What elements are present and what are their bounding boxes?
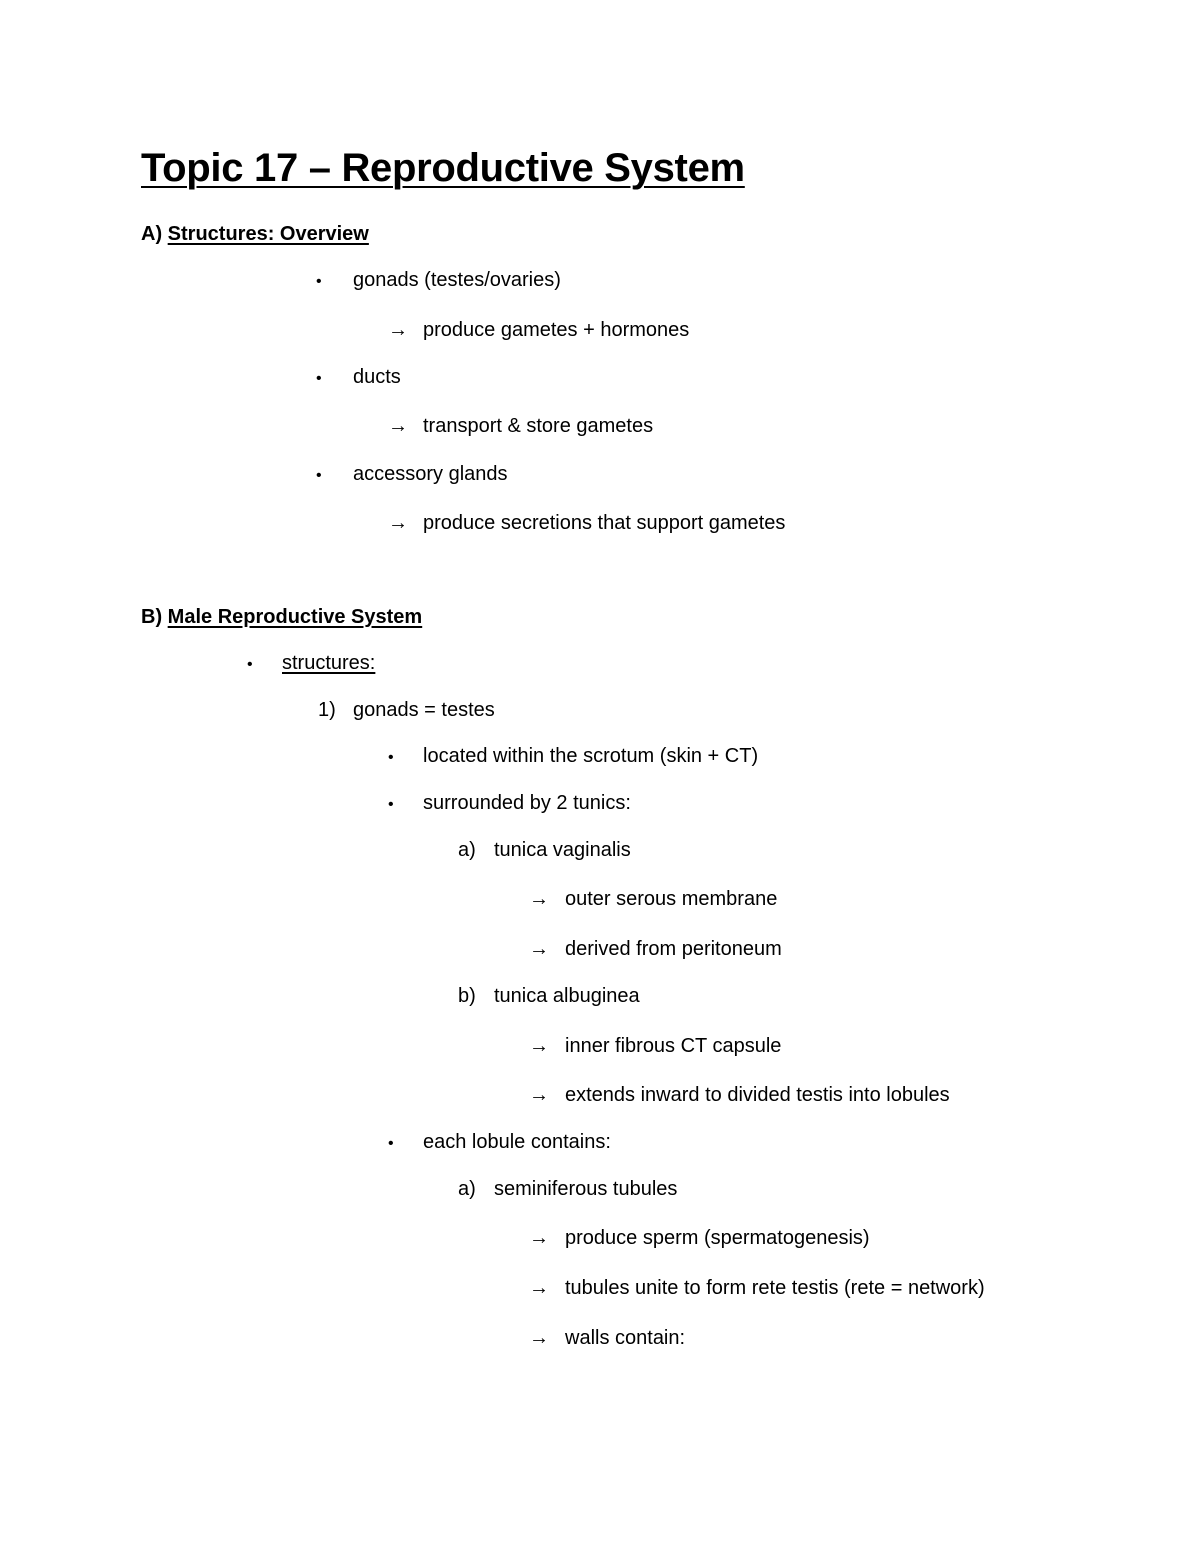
list-item: outer serous membrane	[565, 888, 778, 910]
bullet-icon: •	[388, 1135, 394, 1152]
bullet-icon: •	[388, 796, 394, 813]
list-item: extends inward to divided testis into lobules	[565, 1084, 950, 1106]
arrow-right-icon: →	[388, 415, 408, 437]
section-a-heading	[141, 222, 369, 246]
section-b-heading	[141, 605, 422, 629]
arrow-right-icon: →	[529, 888, 549, 910]
list-item: structures:	[282, 652, 376, 674]
list-item: surrounded by 2 tunics:	[423, 792, 631, 814]
bullet-icon: •	[247, 656, 253, 673]
list-item: derived from peritoneum	[565, 938, 782, 960]
arrow-right-icon: →	[529, 1277, 549, 1299]
section-b-title: Male Reproductive System	[167, 606, 423, 628]
list-item: seminiferous tubules	[494, 1178, 678, 1200]
bullet-icon: •	[316, 467, 322, 484]
bullet-icon: •	[388, 749, 394, 766]
arrow-right-icon: →	[529, 1327, 549, 1349]
section-a-title: Structures: Overview	[167, 223, 369, 245]
list-item: inner fibrous CT capsule	[565, 1035, 782, 1057]
section-a-label: A)	[141, 223, 163, 245]
list-marker: b)	[458, 985, 476, 1007]
list-item: tubules unite to form rete testis (rete = network)	[565, 1277, 985, 1299]
list-item: accessory glands	[353, 463, 508, 485]
list-item: gonads = testes	[353, 699, 495, 721]
page-title: Topic 17 – Reproductive System	[141, 146, 745, 190]
list-item: located within the scrotum (skin + CT)	[423, 745, 759, 767]
list-item: gonads (testes/ovaries)	[353, 269, 561, 291]
bullet-icon: •	[316, 273, 322, 290]
arrow-right-icon: →	[388, 319, 408, 341]
list-item: transport & store gametes	[423, 415, 654, 437]
section-b-label: B)	[141, 606, 163, 628]
list-item: produce secretions that support gametes	[423, 512, 786, 534]
list-item: tunica vaginalis	[494, 839, 631, 861]
bullet-icon: •	[316, 370, 322, 387]
arrow-right-icon: →	[529, 1227, 549, 1249]
list-marker: a)	[458, 1178, 476, 1200]
arrow-right-icon: →	[529, 1084, 549, 1106]
list-item: produce sperm (spermatogenesis)	[565, 1227, 870, 1249]
list-item: walls contain:	[565, 1327, 686, 1349]
list-item: tunica albuginea	[494, 985, 640, 1007]
arrow-right-icon: →	[529, 1035, 549, 1057]
list-item: ducts	[353, 366, 401, 388]
list-marker: a)	[458, 839, 476, 861]
list-item: produce gametes + hormones	[423, 319, 690, 341]
list-item: each lobule contains:	[423, 1131, 611, 1153]
arrow-right-icon: →	[529, 938, 549, 960]
arrow-right-icon: →	[388, 512, 408, 534]
list-marker: 1)	[318, 699, 336, 721]
